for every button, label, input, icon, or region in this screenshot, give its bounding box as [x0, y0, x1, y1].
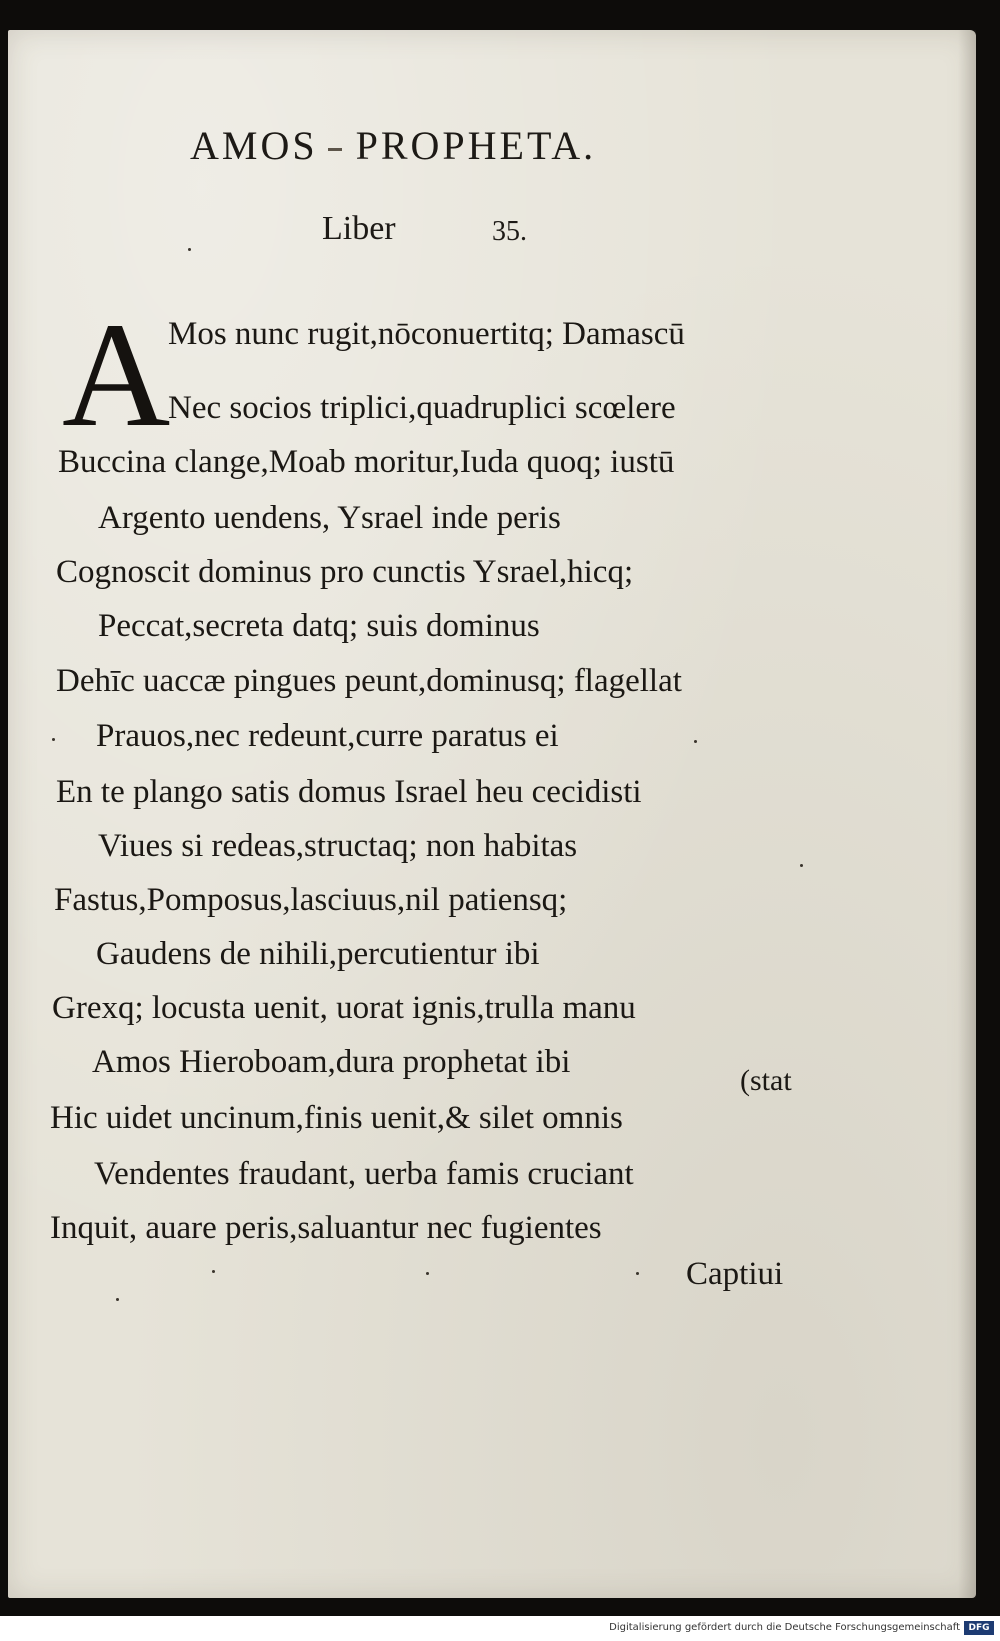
book-label: Liber: [322, 210, 396, 247]
ink-speck: [212, 1270, 215, 1273]
ink-speck: [426, 1272, 429, 1275]
verse-line: Amos Hieroboam,dura prophetat ibi: [92, 1044, 571, 1080]
verse-line: Nec socios triplici,quadruplici scœlere: [168, 390, 676, 426]
title-word-amos: AMOS: [190, 123, 318, 168]
ink-speck: [188, 248, 191, 251]
catchword: Captiui: [686, 1256, 784, 1292]
folio-number: 35.: [492, 216, 527, 247]
verse-line: Argento uendens, Ysrael inde peris: [98, 500, 561, 536]
verse-line: Hic uidet uncinum,finis uenit,& silet omnis: [50, 1100, 623, 1136]
verse-line: Fastus,Pomposus,lasciuus,nil patiensq;: [54, 882, 568, 918]
book-page: [8, 30, 976, 1598]
verse-line: Dehīc uaccæ pingues peunt,dominusq; flagellat: [56, 663, 682, 699]
ink-speck: [694, 740, 697, 743]
ink-speck: [636, 1272, 639, 1275]
title-word-propheta: PROPHETA.: [355, 123, 597, 168]
verse-line: Peccat,secreta datq; suis dominus: [98, 608, 540, 644]
verse-line: Gaudens de nihili,percutientur ibi: [96, 936, 540, 972]
margin-note: (stat: [740, 1064, 792, 1097]
verse-line: Prauos,nec redeunt,curre paratus ei: [96, 718, 559, 754]
verse-line: Grexq; locusta uenit, uorat ignis,trulla manu: [52, 990, 636, 1026]
verse-line: En te plango satis domus Israel heu cecidisti: [56, 774, 642, 810]
running-title: [190, 122, 596, 169]
funding-credit: Digitalisierung gefördert durch die Deutsche Forschungsgemeinschaft: [609, 1622, 960, 1633]
verse-line: Inquit, auare peris,saluantur nec fugientes: [50, 1210, 602, 1246]
page-edge-shadow: [958, 30, 976, 1598]
drop-cap-initial: A: [62, 292, 171, 458]
verse-line: Vendentes fraudant, uerba famis cruciant: [94, 1156, 634, 1192]
title-dash: [328, 148, 342, 151]
verse-line: Viues si redeas,structaq; non habitas: [98, 828, 578, 864]
ink-speck: [116, 1298, 119, 1301]
verse-line: Cognoscit dominus pro cunctis Ysrael,hicq;: [56, 554, 634, 590]
ink-speck: [52, 738, 55, 741]
verse-line: Mos nunc rugit,nōconuertitq; Damascū: [168, 316, 685, 352]
dfg-logo: DFG: [964, 1621, 994, 1635]
ink-speck: [800, 864, 803, 867]
verse-line: Buccina clange,Moab moritur,Iuda quoq; iustū: [58, 444, 675, 480]
